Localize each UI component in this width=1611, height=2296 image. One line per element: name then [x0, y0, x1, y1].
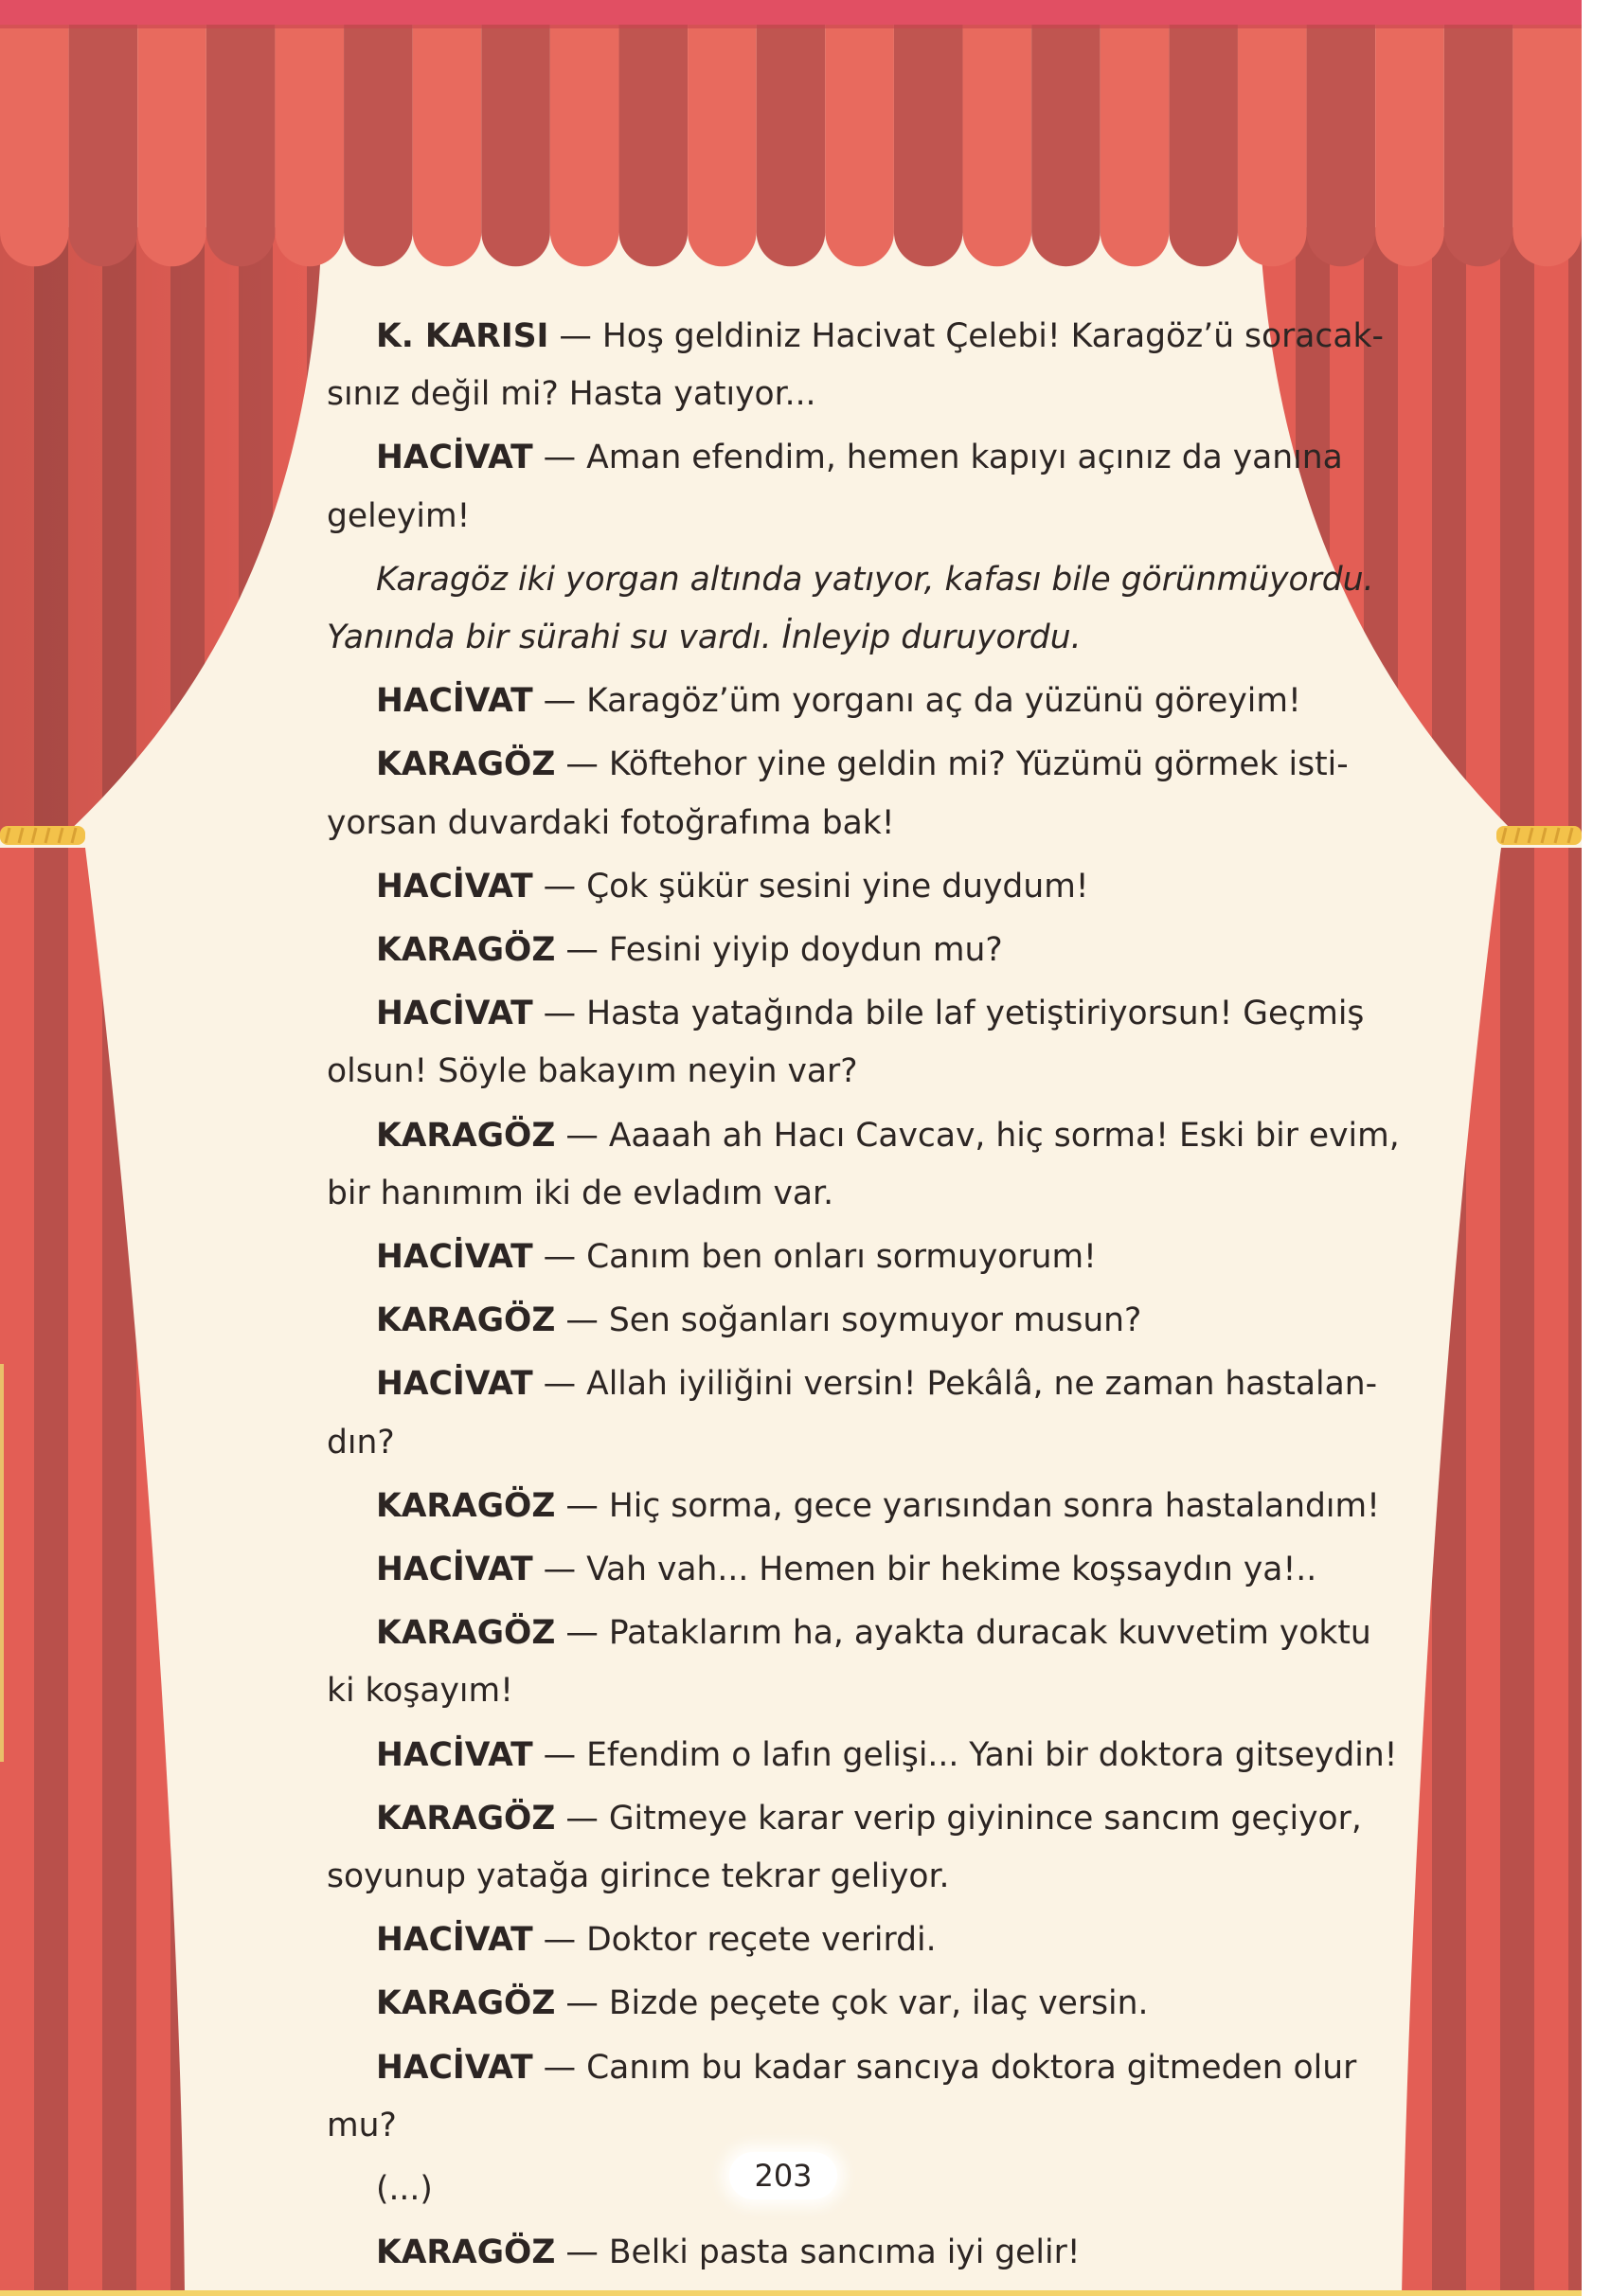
line-text: Belki pasta sancıma iyi gelir!: [608, 2233, 1081, 2272]
speaker-name: K. KARISI: [376, 317, 549, 355]
em-dash: —: [532, 995, 587, 1033]
valance-panel: [618, 0, 688, 266]
speaker-name: KARAGÖZ: [376, 1486, 556, 1525]
valance-panel: [481, 0, 550, 266]
valance-panel: [0, 0, 69, 266]
speaker-name: HACİVAT: [376, 1551, 533, 1588]
valance-panel: [1169, 0, 1238, 266]
speaker-name: HACİVAT: [376, 867, 533, 906]
line-text: sınız değil mi? Hasta yatıyor...: [327, 375, 816, 414]
dialogue-line: [327, 804, 895, 842]
line-text: Hoş geldiniz Hacivat Çelebi! Karagöz’ü soracak-: [601, 317, 1384, 355]
line-text: Fesini yiyip doydun mu?: [608, 931, 1003, 969]
line-text: Efendim o lafın gelişi... Yani bir doktora gitseydin!: [586, 1735, 1398, 1774]
em-dash: —: [532, 2048, 587, 2087]
line-text: Karagöz iki yorgan altında yatıyor, kafası bile görünmüyordu.: [376, 560, 1374, 599]
valance-panel: [413, 0, 482, 266]
page-number: 203: [729, 2152, 837, 2199]
speaker-name: KARAGÖZ: [376, 1116, 556, 1155]
line-text: yorsan duvardaki fotoğrafıma bak!: [327, 803, 895, 842]
dialogue-line: [376, 317, 1384, 355]
valance-panel: [1031, 0, 1101, 266]
dialogue-line: [376, 1736, 1398, 1774]
line-text: Bizde peçete çok var, ilaç versin.: [608, 1984, 1149, 2023]
dialogue-line: [376, 1551, 1316, 1588]
line-text: Köftehor yine geldin mi? Yüzümü görmek isti-: [608, 745, 1349, 784]
stage-direction-line: [376, 560, 1374, 599]
dialogue-line: [376, 1238, 1097, 1276]
dialogue-line: [376, 868, 1089, 906]
dialogue-line: [376, 2233, 1081, 2271]
valance-panel: [757, 0, 826, 266]
dialogue-line: [376, 2048, 1357, 2087]
dialogue-line: [327, 1672, 513, 1710]
line-text: Doktor reçete verirdi.: [586, 1921, 937, 1960]
dialogue-line: [327, 2107, 397, 2144]
line-text: Gitmeye karar verip giyinince sancım geçiyor,: [608, 1799, 1362, 1838]
em-dash: —: [532, 1551, 587, 1588]
em-dash: —: [548, 317, 602, 355]
dialogue-line: [327, 1175, 833, 1212]
left-curtain-lower: [0, 848, 185, 2296]
em-dash: —: [555, 2233, 609, 2272]
line-text: geleyim!: [327, 496, 471, 535]
right-curtain-lower: [1402, 848, 1582, 2296]
em-dash: —: [532, 867, 587, 906]
em-dash: —: [555, 931, 609, 969]
valance-panel: [688, 0, 757, 266]
line-text: olsun! Söyle bakayım neyin var?: [327, 1052, 858, 1091]
line-text: dın?: [327, 1423, 395, 1462]
speaker-name: KARAGÖZ: [376, 1614, 556, 1653]
line-text: Aaaah ah Hacı Cavcav, hiç sorma! Eski bir evim,: [608, 1116, 1400, 1155]
valance-panel: [1238, 0, 1307, 266]
line-text: Aman efendim, hemen kapıyı açınız da yanına: [586, 439, 1343, 477]
valance-panel: [1375, 0, 1444, 266]
valance-panel: [137, 0, 206, 266]
dialogue-line: [327, 1052, 858, 1090]
valance-panel: [825, 0, 894, 266]
line-text: Hasta yatağında bile laf yetiştiriyorsun! Geçmiş: [586, 995, 1365, 1033]
line-text: Yanında bir sürahi su vardı. İnleyip duruyordu.: [327, 619, 1082, 656]
speaker-name: KARAGÖZ: [376, 1301, 556, 1340]
speaker-name: HACİVAT: [376, 995, 533, 1033]
em-dash: —: [532, 1735, 587, 1774]
valance-panel: [1513, 0, 1582, 266]
dialogue-line: [376, 1799, 1362, 1838]
em-dash: —: [555, 1614, 609, 1653]
dialogue-line: [327, 497, 470, 535]
line-text: mu?: [327, 2106, 397, 2144]
line-text: Hiç sorma, gece yarısından sonra hastalandım!: [608, 1486, 1380, 1525]
dialogue-line: [376, 1116, 1400, 1155]
valance-panel: [344, 0, 413, 266]
speaker-name: HACİVAT: [376, 1921, 533, 1960]
line-text: Vah vah... Hemen bir hekime koşsaydın ya!..: [586, 1551, 1317, 1588]
valance-band-shadow: [0, 25, 1582, 28]
dialogue-line: [376, 931, 1003, 969]
valance-panel: [1307, 0, 1376, 266]
valance-panel: [550, 0, 619, 266]
dialogue-line: [327, 375, 816, 413]
left-curtain-shade: [0, 227, 322, 834]
bottom-border: [0, 2290, 1582, 2296]
stage-direction-line: [327, 619, 1082, 656]
dialogue-line: [376, 995, 1365, 1033]
line-text: ki koşayım!: [327, 1672, 513, 1711]
em-dash: —: [555, 1116, 609, 1155]
em-dash: —: [555, 1301, 609, 1340]
speaker-name: KARAGÖZ: [376, 745, 556, 784]
speaker-name: HACİVAT: [376, 682, 533, 721]
speaker-name: KARAGÖZ: [376, 1984, 556, 2023]
em-dash: —: [532, 439, 587, 477]
em-dash: —: [555, 1486, 609, 1525]
dialogue-line: [376, 439, 1343, 477]
line-text: soyunup yatağa girince tekrar geliyor.: [327, 1857, 950, 1895]
em-dash: —: [555, 1984, 609, 2023]
valance-panel: [275, 0, 344, 266]
dialogue-line: [376, 1921, 937, 1959]
em-dash: —: [555, 1799, 609, 1838]
speaker-name: HACİVAT: [376, 2048, 533, 2087]
em-dash: —: [555, 745, 609, 784]
line-text: Pataklarım ha, ayakta duracak kuvvetim yoktu: [608, 1614, 1371, 1653]
speaker-name: HACİVAT: [376, 1365, 533, 1404]
line-text: Sen soğanları soymuyor musun?: [608, 1301, 1142, 1340]
line-text: Canım bu kadar sancıya doktora gitmeden olur: [586, 2048, 1357, 2087]
speaker-name: KARAGÖZ: [376, 2233, 556, 2272]
speaker-name: HACİVAT: [376, 1238, 533, 1276]
dialogue-line: [376, 1301, 1141, 1339]
line-text: Canım ben onları sormuyorum!: [586, 1238, 1097, 1276]
valance-panel: [894, 0, 963, 266]
valance-panel: [206, 0, 276, 266]
valance-panel: [1444, 0, 1513, 266]
speaker-name: HACİVAT: [376, 1735, 533, 1774]
valance-top-band: [0, 0, 1582, 25]
dialogue-line: [327, 1424, 395, 1462]
dialogue-line: [327, 1857, 950, 1895]
dialogue-line: [376, 1365, 1378, 1404]
line-text: (...): [376, 2170, 433, 2208]
line-text: Karagöz’üm yorganı aç da yüzünü göreyim!: [586, 682, 1301, 721]
speaker-name: KARAGÖZ: [376, 931, 556, 969]
speaker-name: KARAGÖZ: [376, 1799, 556, 1838]
em-dash: —: [532, 1921, 587, 1960]
stage-direction-line: [376, 2170, 433, 2208]
line-text: Çok şükür sesini yine duydum!: [586, 867, 1089, 906]
valance-panel: [69, 0, 138, 266]
edge-tab: [0, 1364, 4, 1762]
line-text: Allah iyiliğini versin! Pekâlâ, ne zaman hastalan-: [586, 1365, 1378, 1404]
em-dash: —: [532, 1238, 587, 1276]
dialogue-line: [376, 1614, 1371, 1653]
valance-panel: [1101, 0, 1170, 266]
valance-panel: [963, 0, 1032, 266]
speaker-name: HACİVAT: [376, 439, 533, 477]
em-dash: —: [532, 682, 587, 721]
line-text: bir hanımım iki de evladım var.: [327, 1174, 834, 1212]
dialogue-line: [376, 682, 1301, 720]
dialogue-line: [376, 1487, 1380, 1525]
dialogue-line: [376, 1984, 1148, 2022]
em-dash: —: [532, 1365, 587, 1404]
dialogue-line: [376, 745, 1349, 784]
